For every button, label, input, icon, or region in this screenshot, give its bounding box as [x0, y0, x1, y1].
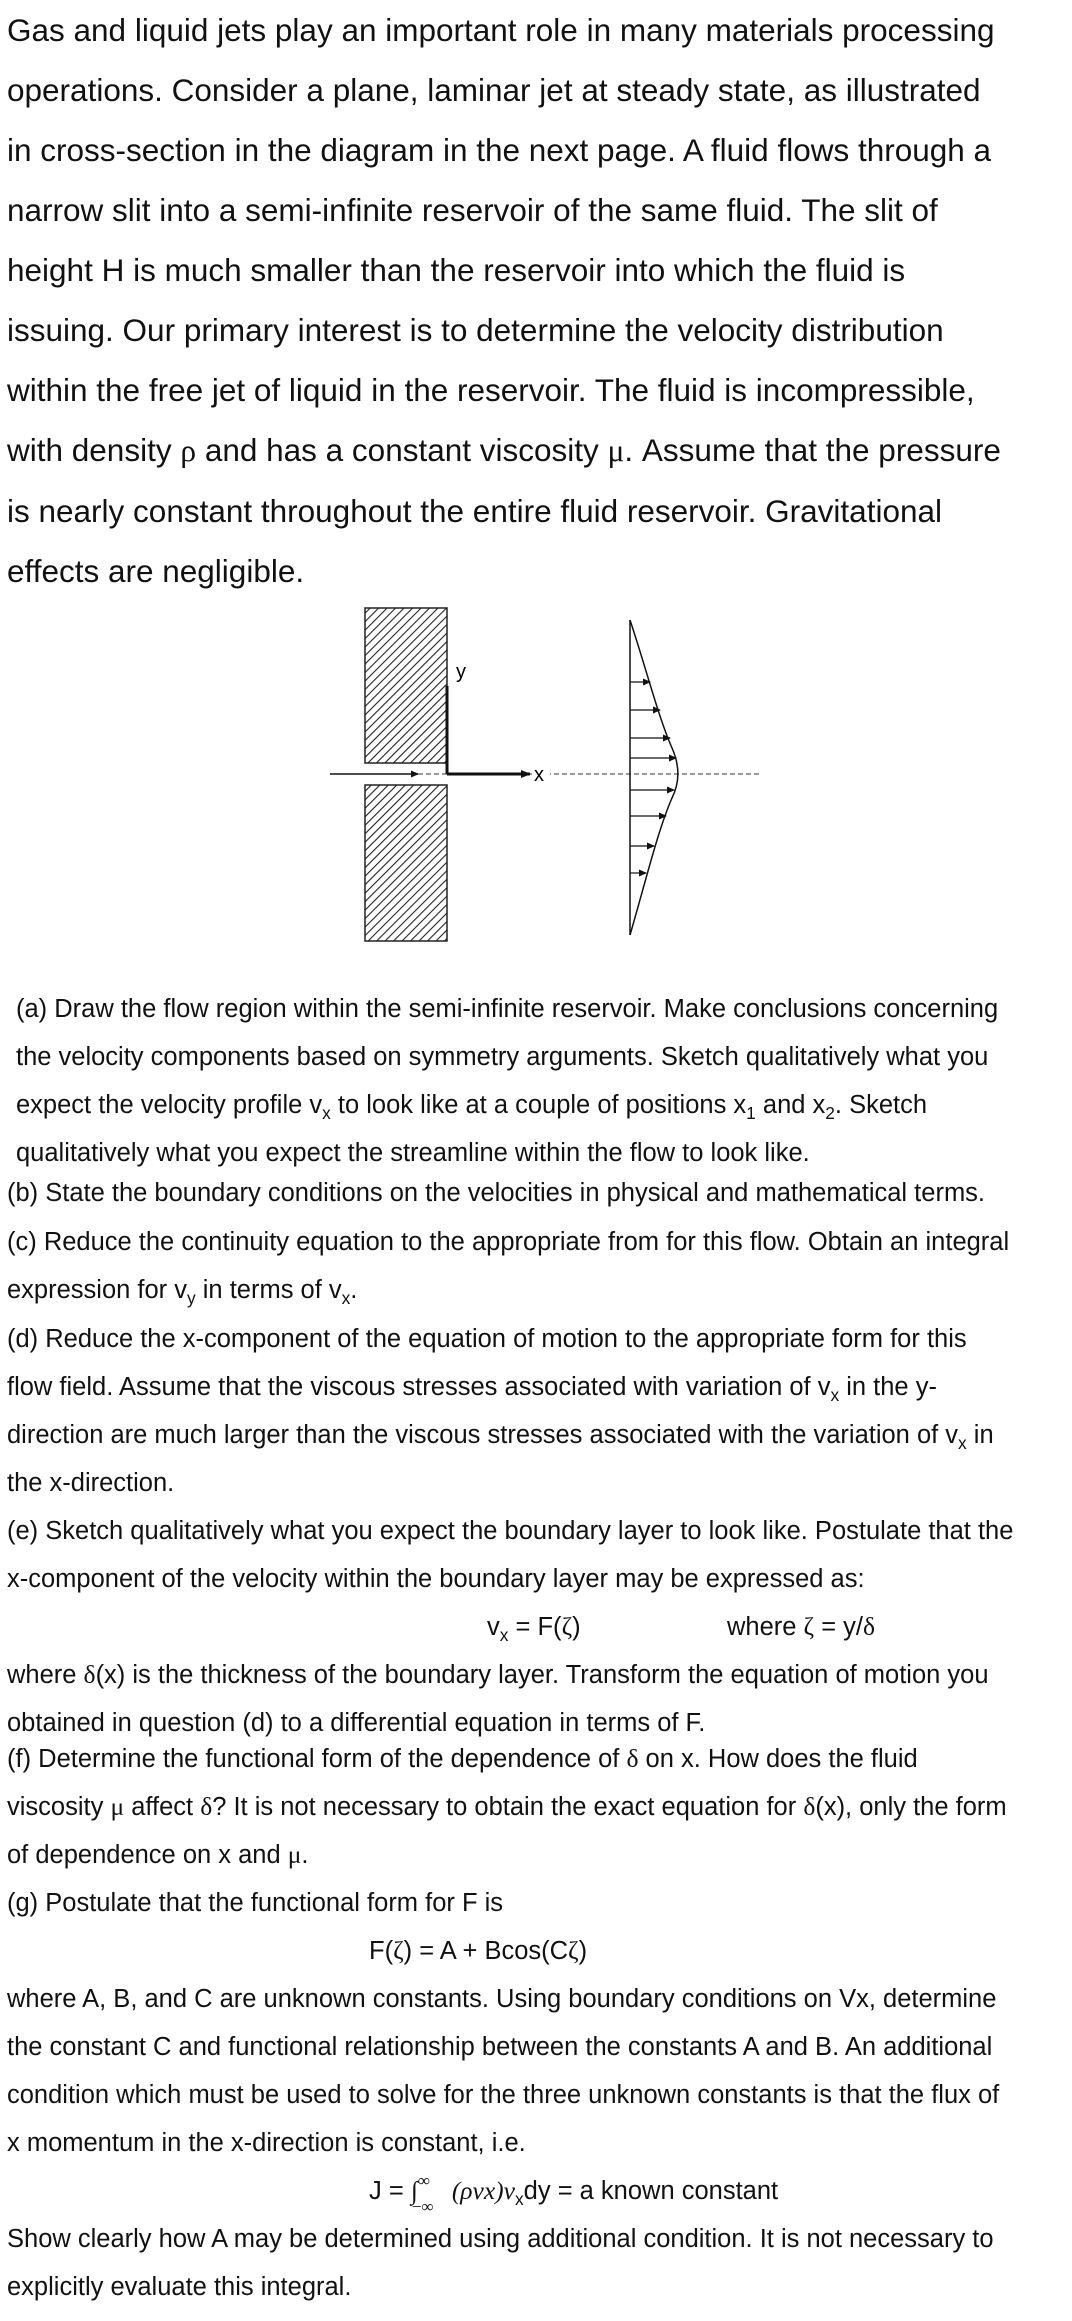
question-line: (c) Reduce the continuity equation to the appropriate from for this flow. Obtain an integral [7, 1228, 1010, 1256]
question-line: qualitatively what you expect the streamline within the flow to look like. [16, 1139, 810, 1167]
question-c [7, 1218, 1067, 1314]
intro-line: with density ρ and has a constant viscosity μ. Assume that the pressure [7, 432, 1001, 468]
question-line: where δ(x) is the thickness of the boundary layer. Transform the equation of motion you [7, 1660, 989, 1689]
question-line: where A, B, and C are unknown constants. Using boundary conditions on Vx, determine [7, 1985, 997, 2013]
question-line: (f) Determine the functional form of the dependence of δ on x. How does the fluid [7, 1744, 918, 1773]
question-line: expression for $v_y$ in terms of $v_x$. [7, 1276, 358, 1309]
equation-line [7, 1927, 1067, 1975]
question-line: the x-direction. [7, 1469, 175, 1497]
intro-line: operations. Consider a plane, laminar jet at steady state, as illustrated [7, 72, 981, 108]
question-f [7, 1735, 1067, 1879]
question-b [7, 1169, 1067, 1217]
intro-line: issuing. Our primary interest is to determine the velocity distribution [7, 312, 944, 348]
intro-line: within the free jet of liquid in the reservoir. The fluid is incompressible, [7, 372, 975, 408]
question-line: obtained in question (d) to a differential equation in terms of F. [7, 1709, 706, 1737]
intro-line: effects are negligible. [7, 553, 305, 589]
question-a [16, 985, 1072, 1177]
question-line: the constant C and functional relationship between the constants A and B. An additional [7, 2033, 993, 2061]
question-e [7, 1507, 1067, 1747]
f-equation: F(ζ) = A + Bcos(Cζ) [369, 1936, 588, 1965]
velocity-equation: $v_x = F(\zeta)$ [487, 1612, 581, 1646]
x-axis-label: x [534, 764, 544, 786]
question-line: (g) Postulate that the functional form for F is [7, 1889, 504, 1917]
intro-paragraph [7, 0, 1069, 601]
question-line: explicitly evaluate this integral. [7, 2273, 352, 2301]
question-line: flow field. Assume that the viscous stresses associated with variation of $v_x$ in the y- [7, 1373, 937, 1406]
question-line: Show clearly how A may be determined using additional condition. It is not necessary to [7, 2225, 994, 2253]
question-line: condition which must be used to solve for the three unknown constants is that the flux of [7, 2081, 1000, 2109]
question-d [7, 1315, 1067, 1507]
intro-line: narrow slit into a semi-infinite reservoir of the same fluid. The slit of [7, 192, 938, 228]
question-line: x-component of the velocity within the boundary layer may be expressed as: [7, 1565, 865, 1593]
question-line: expect the velocity profile $v_x$ to look like at a couple of positions $x_1$ and $x_2$. Sketch [16, 1091, 928, 1124]
velocity-profile-curve [630, 620, 678, 935]
equation-line [7, 1603, 1067, 1651]
question-line: (b) State the boundary conditions on the velocities in physical and mathematical terms. [7, 1179, 986, 1207]
question-line: x momentum in the x-direction is constant, i.e. [7, 2129, 526, 2157]
question-line: the velocity components based on symmetry arguments. Sketch qualitatively what you [16, 1043, 989, 1071]
question-line: (d) Reduce the x-component of the equation of motion to the appropriate form for this [7, 1325, 967, 1353]
y-axis-label: y [456, 661, 466, 683]
question-line: of dependence on x and μ. [7, 1840, 309, 1869]
equation-line [7, 2167, 1067, 2215]
zeta-definition: where ζ = y/δ [727, 1612, 876, 1641]
question-line: direction are much larger than the viscous stresses associated with the variation of $v_x$ in [7, 1421, 994, 1454]
intro-line: is nearly constant throughout the entire fluid reservoir. Gravitational [7, 493, 943, 529]
lower-wall [365, 785, 447, 941]
profile-arrows [630, 682, 676, 873]
intro-line: in cross-section in the diagram in the next page. A fluid flows through a [7, 132, 992, 168]
question-g [7, 1879, 1067, 2311]
jet-diagram [320, 598, 760, 943]
upper-wall [365, 608, 447, 763]
intro-line: height H is much smaller than the reservoir into which the fluid is [7, 252, 906, 288]
question-line: (a) Draw the flow region within the semi-infinite reservoir. Make conclusions concerning [16, 995, 999, 1023]
intro-line: Gas and liquid jets play an important role in many materials processing [7, 12, 995, 48]
momentum-flux-equation: J = ∫ ∞ −∞ $(\rho vx)v_xdy = a$ known constant [369, 2171, 779, 2216]
question-line: (e) Sketch qualitatively what you expect the boundary layer to look like. Postulate that the [7, 1517, 1014, 1545]
question-line: viscosity μ affect δ? It is not necessary to obtain the exact equation for δ(x), only the form [7, 1792, 1007, 1821]
